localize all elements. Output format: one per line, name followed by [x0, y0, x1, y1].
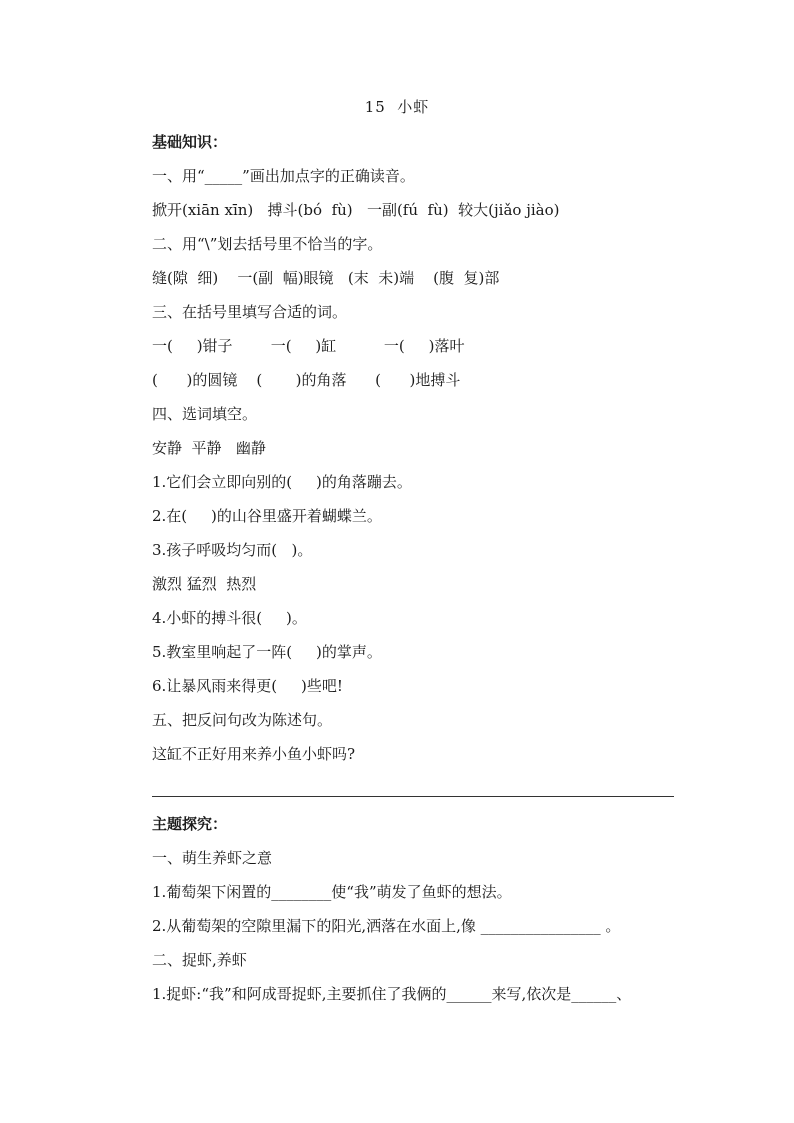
theme-item-2: 2.从葡萄架的空隙里漏下的阳光,洒落在水面上,像 ________________ 。 [152, 917, 621, 935]
fill-item-6: 6.让暴风雨来得更( )些吧! [152, 677, 343, 695]
question-1-items: 掀开(xiān xīn) 搏斗(bó fù) 一副(fú fù) 较大(jiǎo jiào) [152, 201, 560, 219]
theme-item-3: 1.捉虾:“我”和阿成哥捉虾,主要抓住了我俩的______来写,依次是______、 [152, 985, 632, 1003]
word-choices-2: 激烈 猛烈 热烈 [152, 575, 257, 593]
section-heading-basic: 基础知识： [152, 133, 228, 151]
question-5-instruction: 五、把反问句改为陈述句。 [152, 711, 333, 729]
fill-item-5: 5.教室里响起了一阵( )的掌声。 [152, 643, 382, 661]
word-choices-1: 安静 平静 幽静 [152, 439, 266, 457]
question-3-row-1: 一( )钳子 一( )缸 一( )落叶 [152, 337, 465, 355]
question-2-instruction: 二、用“\”划去括号里不恰当的字。 [152, 235, 383, 253]
question-3-row-2: ( )的圆镜 ( )的角落 ( )地搏斗 [152, 371, 461, 389]
question-2-items: 缝(隙 细) 一(副 幅)眼镜 (末 未)端 (腹 复)部 [152, 269, 500, 287]
page-title: 15 小虾 [364, 98, 430, 116]
answer-line [152, 796, 674, 797]
question-5-sentence: 这缸不正好用来养小鱼小虾吗? [152, 745, 356, 763]
theme-item-1: 1.葡萄架下闲置的________使“我”萌发了鱼虾的想法。 [152, 883, 512, 901]
theme-part-2-heading: 二、捉虾,养虾 [152, 951, 247, 969]
fill-item-2: 2.在( )的山谷里盛开着蝴蝶兰。 [152, 507, 382, 525]
question-1-instruction: 一、用“_____”画出加点字的正确读音。 [152, 167, 415, 185]
fill-item-4: 4.小虾的搏斗很( )。 [152, 609, 307, 627]
question-4-instruction: 四、选词填空。 [152, 405, 258, 423]
section-heading-theme: 主题探究： [152, 815, 228, 833]
fill-item-1: 1.它们会立即向别的( )的角落蹦去。 [152, 473, 412, 491]
theme-part-1-heading: 一、萌生养虾之意 [152, 849, 273, 867]
fill-item-3: 3.孩子呼吸均匀而( )。 [152, 541, 313, 559]
question-3-instruction: 三、在括号里填写合适的词。 [152, 303, 348, 321]
